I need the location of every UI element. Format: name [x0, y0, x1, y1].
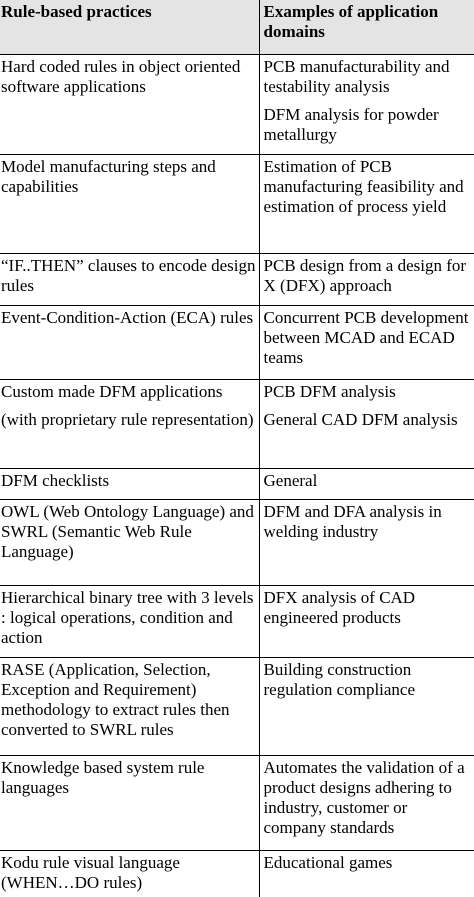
practice-text: (with proprietary rule representation): [1, 409, 254, 429]
domain-text: DFX analysis of CAD engineered products: [263, 587, 416, 627]
practice-cell: [0, 305, 259, 379]
domain-text: Automates the validation of a product designs adhering to industry, customer or company standards: [263, 757, 465, 837]
practice-text: Kodu rule visual language (WHEN…DO rules): [1, 852, 180, 892]
header-application-domains: Examples of application domains: [259, 0, 474, 54]
practice-cell: [0, 755, 259, 850]
domain-text: General CAD DFM analysis: [263, 409, 458, 429]
domain-cell: [259, 657, 474, 755]
practice-text: “IF..THEN” clauses to encode design rules: [1, 255, 256, 295]
domain-cell: [259, 499, 474, 585]
practice-cell: [0, 657, 259, 755]
practice-text: Hierarchical binary tree with 3 levels : logical operations, condition and action: [1, 587, 254, 647]
practice-cell: [0, 499, 259, 585]
practice-text: Hard coded rules in object oriented software applications: [1, 56, 241, 96]
domain-cell: [259, 585, 474, 657]
table-row: [0, 468, 474, 499]
domain-text: DFM analysis for powder metallurgy: [263, 104, 439, 144]
domain-text: Concurrent PCB development between MCAD and ECAD teams: [263, 307, 469, 367]
domain-cell: [259, 154, 474, 253]
practice-cell: [0, 54, 259, 154]
practice-text: OWL (Web Ontology Language) and SWRL (Semantic Web Rule Language): [1, 501, 254, 561]
domain-text: Building construction regulation compliance: [263, 659, 416, 699]
domain-text: Educational games: [263, 852, 393, 872]
domain-text: PCB design from a design for X (DFX) approach: [263, 255, 467, 295]
domain-cell: [259, 54, 474, 154]
table-row: [0, 54, 474, 154]
practice-text: Event-Condition-Action (ECA) rules: [1, 307, 254, 327]
table-row: [0, 379, 474, 468]
table-header-row: [0, 0, 474, 54]
table-row: [0, 850, 474, 897]
practice-text: Model manufacturing steps and capabilities: [1, 156, 216, 196]
domain-cell: [259, 379, 474, 468]
practice-text: DFM checklists: [1, 470, 110, 490]
domain-text: DFM and DFA analysis in welding industry: [263, 501, 442, 541]
table-row: [0, 253, 474, 305]
table-row: [0, 305, 474, 379]
practice-cell: [0, 154, 259, 253]
practice-cell: [0, 379, 259, 468]
practice-text: Custom made DFM applications: [1, 381, 223, 401]
table-row: [0, 499, 474, 585]
practice-cell: [0, 468, 259, 499]
table-row: [0, 154, 474, 253]
domain-cell: [259, 468, 474, 499]
domain-text: PCB DFM analysis: [263, 381, 396, 401]
domain-cell: [259, 253, 474, 305]
practice-cell: [0, 850, 259, 897]
domain-cell: [259, 850, 474, 897]
practice-text: RASE (Application, Selection, Exception and Requirement) methodology to extract rules then converted to SWRL rules: [1, 659, 230, 739]
practice-text: Knowledge based system rule languages: [1, 757, 205, 797]
domain-cell: [259, 305, 474, 379]
table-row: [0, 585, 474, 657]
domain-cell: [259, 755, 474, 850]
table-row: [0, 755, 474, 850]
practice-cell: [0, 253, 259, 305]
table-row: [0, 657, 474, 755]
domain-text: General: [263, 470, 318, 490]
domain-text: Estimation of PCB manufacturing feasibility and estimation of process yield: [263, 156, 464, 216]
practice-cell: [0, 585, 259, 657]
domain-text: PCB manufacturability and testability analysis: [263, 56, 450, 96]
header-rule-based-practices: Rule-based practices: [0, 0, 259, 54]
